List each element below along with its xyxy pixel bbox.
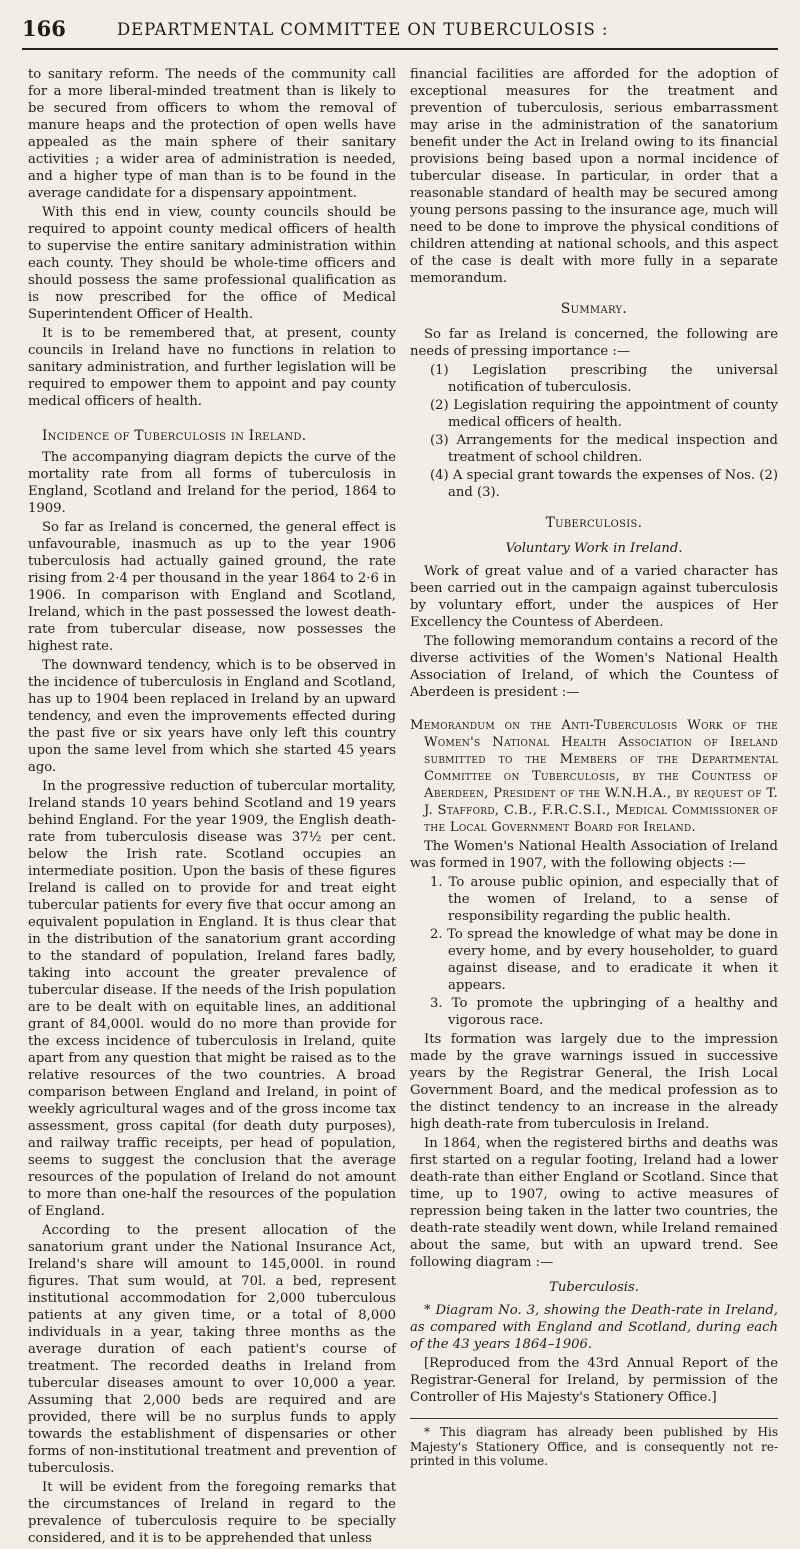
paragraph: With this end in view, county councils should be required to appoint county medical officers of health to supervise the entire sanitary administration within each county. They should be whole-time officers and should possess the same professional qualification as is now prescribed for the office of Medical Superintendent Officer of Health. [28,205,396,322]
paragraph: financial facilities are afforded for the adoption of exceptional measures for the treatment and prevention of tuberculosis, serious embarrassment may arise in the administration of the sanatorium benefit under the Act in Ireland owing to its financial provisions being based upon a normal incidence of tubercular disease. In particular, in order that a reasonable standard of health may be secured among young persons passing to the insurance age, much will need to be done to improve the physical conditions of children attending at national schools, and this aspect of the case is dealt with more fully in a separate memorandum. [410,67,778,286]
paragraph: So far as Ireland is concerned, the general effect is unfavourable, inasmuch as up to the year 1906 tuberculosis had actually gained ground, the rate rising from 2·4 per thousand in the year 1864 to 2·6 in 1906. In comparison with England and Scotland, Ireland, which in the past possessed the lowest death-rate from tubercular disease, now possesses the highest rate. [28,520,396,654]
running-title: DEPARTMENTAL COMMITTEE ON TUBERCULOSIS : [117,20,609,39]
paragraph: It will be evident from the foregoing remarks that the circumstances of Ireland in regard to the prevalence of tuberculosis require to be specially considered, and it is to be apprehended that unless [28,1480,396,1546]
summary-intro: So far as Ireland is concerned, the following are needs of pressing importance :— [410,327,778,359]
footnote-rule [410,1418,778,1419]
section-heading-incidence: Incidence of Tuberculosis in Ireland. [42,428,307,444]
objects-list [410,874,778,1029]
page-header [22,14,778,50]
paragraph: to sanitary reform. The needs of the community call for a more liberal-minded treatment than is likely to be secured from officers to whom the removal of manure heaps and the protection of open wells have appealed as the main sphere of their sanitary activities ; a wider area of administration is needed, and a higher type of man than is to be found in the average candidate for a dispensary appointment. [28,67,396,201]
paragraph: The accompanying diagram depicts the curve of the mortality rate from all forms of tuberculosis in England, Scotland and Ireland for the period, 1864 to 1909. [28,450,396,516]
list-item: (1) Legislation prescribing the universal notification of tuberculosis. [430,363,778,395]
reproduction-note: [Reproduced from the 43rd Annual Report of the Registrar-General for Ireland, by permission of the Controller of His Majesty's Stationery Office.] [410,1356,778,1405]
right-column [410,66,778,1471]
list-item: (4) A special grant towards the expenses of Nos. (2) and (3). [430,468,778,500]
paragraph: Its formation was largely due to the impression made by the grave warnings issued in successive years by the Registrar General, the Irish Local Government Board, and the medical profession as to the distinct tendency to an increase in the already high death-rate from tuberculosis in Ireland. [410,1032,778,1132]
footnote: * This diagram has already been published by His Majesty's Stationery Office, and is consequently not re-printed in this volume. [410,1425,778,1468]
list-item: (3) Arrangements for the medical inspection and treatment of school children. [430,433,778,465]
list-item: 1. To arouse public opinion, and especially that of the women of Ireland, to a sense of responsibility regarding the public health. [430,875,778,924]
memorandum-title: Memorandum on the Anti-Tuberculosis Work of the Women's National Health Association of Ireland submitted to the Members of the Departmental Committee on Tuberculosis, by the Countess of Aberdeen, President of the W.N.H.A., by request of T. J. Stafford, C.B., F.R.C.S.I., Medical Commissioner of the Local Government Board for Ireland. [410,718,778,835]
paragraph: In 1864, when the registered births and deaths was first started on a regular footing, Ireland had a lower death-rate than either England or Scotland. Since that time, up to 1907, owing to active measures of repression being taken in the latter two countries, the death-rate steadily went down, while Ireland remained about the same, but with an upward trend. See following diagram :— [410,1136,778,1270]
section-heading-summary: Summary. [560,301,628,317]
header-rule [22,48,778,50]
diagram-caption: * Diagram No. 3, showing the Death-rate in Ireland, as compared with England and Scotland, during each of the 43 years 1864–1906. [410,1303,778,1352]
paragraph: In the progressive reduction of tubercular mortality, Ireland stands 10 years behind Scotland and 19 years behind England. For the year 1909, the English death-rate from tuberculosis disease was 37½ per cent. below the Irish rate. Scotland occupies an intermediate position. Upon the basis of these figures Ireland is called on to provide for and treat eight tubercular patients for every five that occur among an equivalent population in England. It is thus clear that in the distribution of the sanatorium grant according to the standard of population, Ireland fares badly, taking into account the greater prevalence of tubercular disease. If the needs of the Irish population are to be dealt with on equitable lines, an additional grant of 84,000l. would do no more than provide for the excess incidence of tuberculosis in Ireland, quite apart from any question that might be raised as to the relative resources of the two countries. A broad comparison between England and Ireland, in point of weekly agricultural wages and of the gross income tax assessment, gross capital (for death duty purposes), and railway traffic receipts, per head of population, seems to suggest the conclusion that the average resources of the population of Ireland do not amount to more than one-half the resources of the population of England. [28,779,396,1219]
paragraph: Work of great value and of a varied character has been carried out in the campaign against tuberculosis by voluntary effort, under the auspices of Her Excellency the Countess of Aberdeen. [410,564,778,630]
diagram-heading: Tuberculosis. [549,1280,639,1295]
paragraph: The following memorandum contains a record of the diverse activities of the Women's National Health Association of Ireland, of which the Countess of Aberdeen is president :— [410,634,778,700]
paragraph: According to the present allocation of the sanatorium grant under the National Insurance Act, Ireland's share will amount to 145,000l. in round figures. That sum would, at 70l. a bed, represent institutional accommodation for 2,000 tuberculous patients at any given time, or a total of 8,000 individuals in a year, taking three months as the average duration of each patient's course of treatment. The recorded deaths in Ireland from tubercular diseases amount to over 10,000 a year. Assuming that 2,000 beds are required and are provided, there will be no surplus funds to apply towards the establishment of dispensaries or other forms of non-institutional treatment and prevention of tuberculosis. [28,1223,396,1476]
list-item: 3. To promote the upbringing of a healthy and vigorous race. [430,996,778,1028]
list-item: (2) Legislation requiring the appointment of county medical officers of health. [430,398,778,430]
section-heading-tuberculosis: Tuberculosis. [545,515,643,531]
subheading-voluntary-work: Voluntary Work in Ireland. [505,541,683,556]
list-item: 2. To spread the knowledge of what may be done in every home, and by every householder, to guard against disease, and to eradicate it when it appears. [430,927,778,993]
page-number: 166 [22,16,66,41]
paragraph: The downward tendency, which is to be observed in the incidence of tuberculosis in England and Scotland, has up to 1904 been replaced in Ireland by an upward tendency, and even the improvements effected during the past five or six years have only left this country upon the same level from which she started 45 years ago. [28,658,396,775]
paragraph: The Women's National Health Association of Ireland was formed in 1907, with the following objects :— [410,839,778,871]
paragraph: It is to be remembered that, at present, county councils in Ireland have no functions in relation to sanitary administration, and further legislation will be required to empower them to appoint and pay county medical officers of health. [28,326,396,409]
summary-list [410,362,778,501]
left-column [28,66,396,1549]
